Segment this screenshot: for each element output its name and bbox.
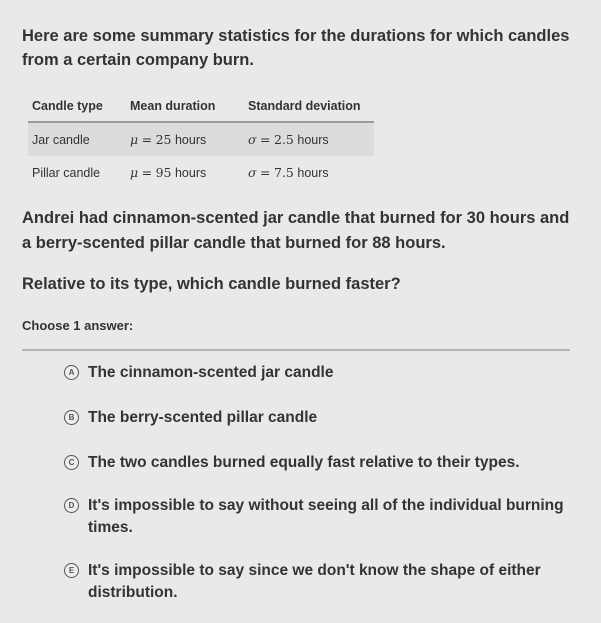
mu-symbol: μ <box>130 165 139 180</box>
mu-symbol: μ <box>130 132 139 147</box>
summary-statistics-table <box>28 97 374 189</box>
mean-value: 95 <box>155 165 172 180</box>
answer-choice-b[interactable] <box>64 407 564 429</box>
sd-cell: σ = 7.5 hours <box>248 165 329 180</box>
mean-unit: hours <box>174 133 207 147</box>
choice-text: It's impossible to say since we don't know the shape of either distribution. <box>88 562 541 601</box>
mean-unit: hours <box>174 166 207 180</box>
mean-value: 25 <box>155 132 172 147</box>
header-candle-type: Candle type <box>28 97 126 122</box>
scenario-text: Andrei had cinnamon-scented jar candle that burned for 30 hours and a berry-scented pillar candle that burned for 88 hours. <box>22 209 570 252</box>
answer-choice-c[interactable] <box>64 452 564 474</box>
choice-text: It's impossible to say without seeing all of the individual burning times. <box>88 497 564 536</box>
question-intro: Here are some summary statistics for the durations for which candles from a certain company burn. <box>22 27 570 69</box>
table-row <box>28 122 374 156</box>
choice-letter-b-icon: B <box>64 410 79 425</box>
table-row <box>28 156 374 189</box>
mean-cell: μ = 95 hours <box>130 165 207 180</box>
sd-unit: hours <box>297 166 329 180</box>
question-prompt: Relative to its type, which candle burned faster? <box>22 275 401 293</box>
answer-choice-a[interactable] <box>64 362 564 384</box>
choice-text: The cinnamon-scented jar candle <box>88 364 334 381</box>
choice-text: The two candles burned equally fast relative to their types. <box>88 454 520 471</box>
sigma-symbol: σ <box>248 132 257 147</box>
divider <box>22 349 570 351</box>
sd-unit: hours <box>297 133 329 147</box>
choice-letter-a-icon: A <box>64 365 79 380</box>
mean-cell: μ = 25 hours <box>126 122 244 156</box>
sd-value: 7.5 <box>274 165 294 180</box>
candle-type-cell: Jar candle <box>28 122 126 156</box>
answer-choice-d[interactable] <box>64 495 564 539</box>
choice-letter-d-icon: D <box>64 498 79 513</box>
header-standard-deviation: Standard deviation <box>244 97 374 122</box>
sigma-symbol: σ <box>248 165 257 180</box>
candle-type-cell: Pillar candle <box>32 165 101 180</box>
table-header-row <box>28 97 374 122</box>
sd-value: 2.5 <box>274 132 294 147</box>
choice-letter-c-icon: C <box>64 455 79 470</box>
choice-text: The berry-scented pillar candle <box>88 409 318 426</box>
sd-cell: σ = 2.5 hours <box>244 122 374 156</box>
answer-choice-e[interactable] <box>64 560 564 604</box>
choose-answer-label: Choose 1 answer: <box>22 318 134 333</box>
choice-letter-e-icon: E <box>64 563 79 578</box>
header-mean-duration: Mean duration <box>126 97 244 122</box>
